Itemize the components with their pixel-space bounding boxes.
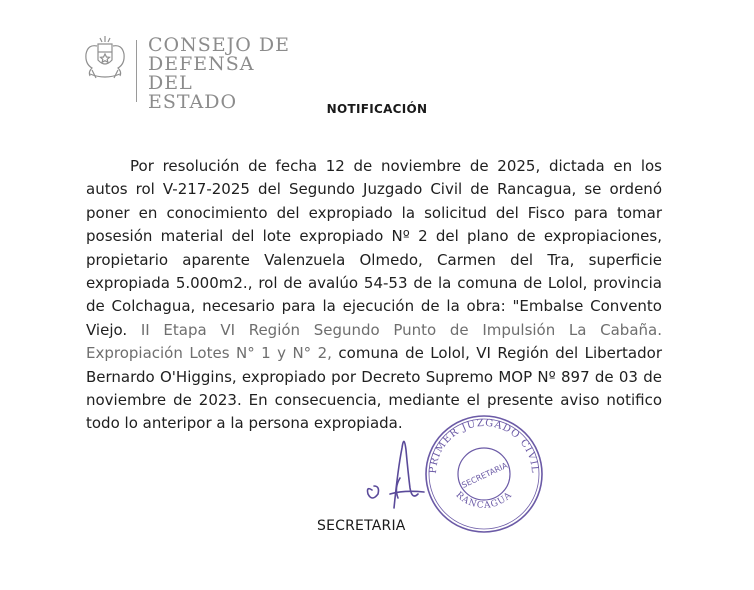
org-line-1: CONSEJO DE <box>148 34 290 56</box>
stamp-inner-text: SECRETARIA <box>460 460 509 490</box>
court-stamp <box>422 412 546 536</box>
body-part-3: comuna de Lolol, VI Región del Libertador Bernardo O'Higgins, expropiado por Decreto Supremo MOP Nº 897 de 03 de noviembre de 2023. En consecuencia, mediante el presente aviso notifico todo lo anteripor a la persona expropiada. <box>86 344 662 433</box>
signer-title: SECRETARIA <box>317 518 406 534</box>
letterhead <box>80 34 300 113</box>
stamp-outer-text: PRIMER JUZGADO CIVIL <box>427 417 541 475</box>
stamp-bottom-text: RANCAGUA <box>453 490 515 512</box>
org-line-2: DEFENSA DEL <box>148 53 255 94</box>
chilean-coat-of-arms-icon <box>80 34 130 80</box>
letterhead-divider <box>136 40 137 102</box>
org-line-3: ESTADO <box>148 91 238 113</box>
organization-name <box>148 36 300 112</box>
body-part-1: Por resolución de fecha 12 de noviembre de 2025, dictada en los autos rol V-217-2025 del Segundo Juzgado Civil de Rancagua, se ordenó poner en conocimiento del expropiado la solicitud del Fisco para tomar posesión material del lote expropiado Nº 2 del plano de expropiaciones, propietario aparente Valenzuela Olmedo, Carmen del Tra, superficie expropiada 5.000m2., rol de avalúo 54-53 de la comuna de Lolol, provincia de Colchagua, necesario para la ejecución de la obra: "Embalse Convento Viejo. <box>86 157 662 339</box>
svg-text:RANCAGUA <box>454 490 515 511</box>
svg-text:PRIMER JUZGADO CIVIL <box>428 418 540 474</box>
document-title: NOTIFICACIÓN <box>326 102 428 116</box>
body-part-2: II Etapa VI Región Segundo Punto de Impulsión La Cabaña. Expropiación Lotes N° 1 y N° 2, <box>86 320 662 363</box>
notification-body <box>86 155 662 436</box>
